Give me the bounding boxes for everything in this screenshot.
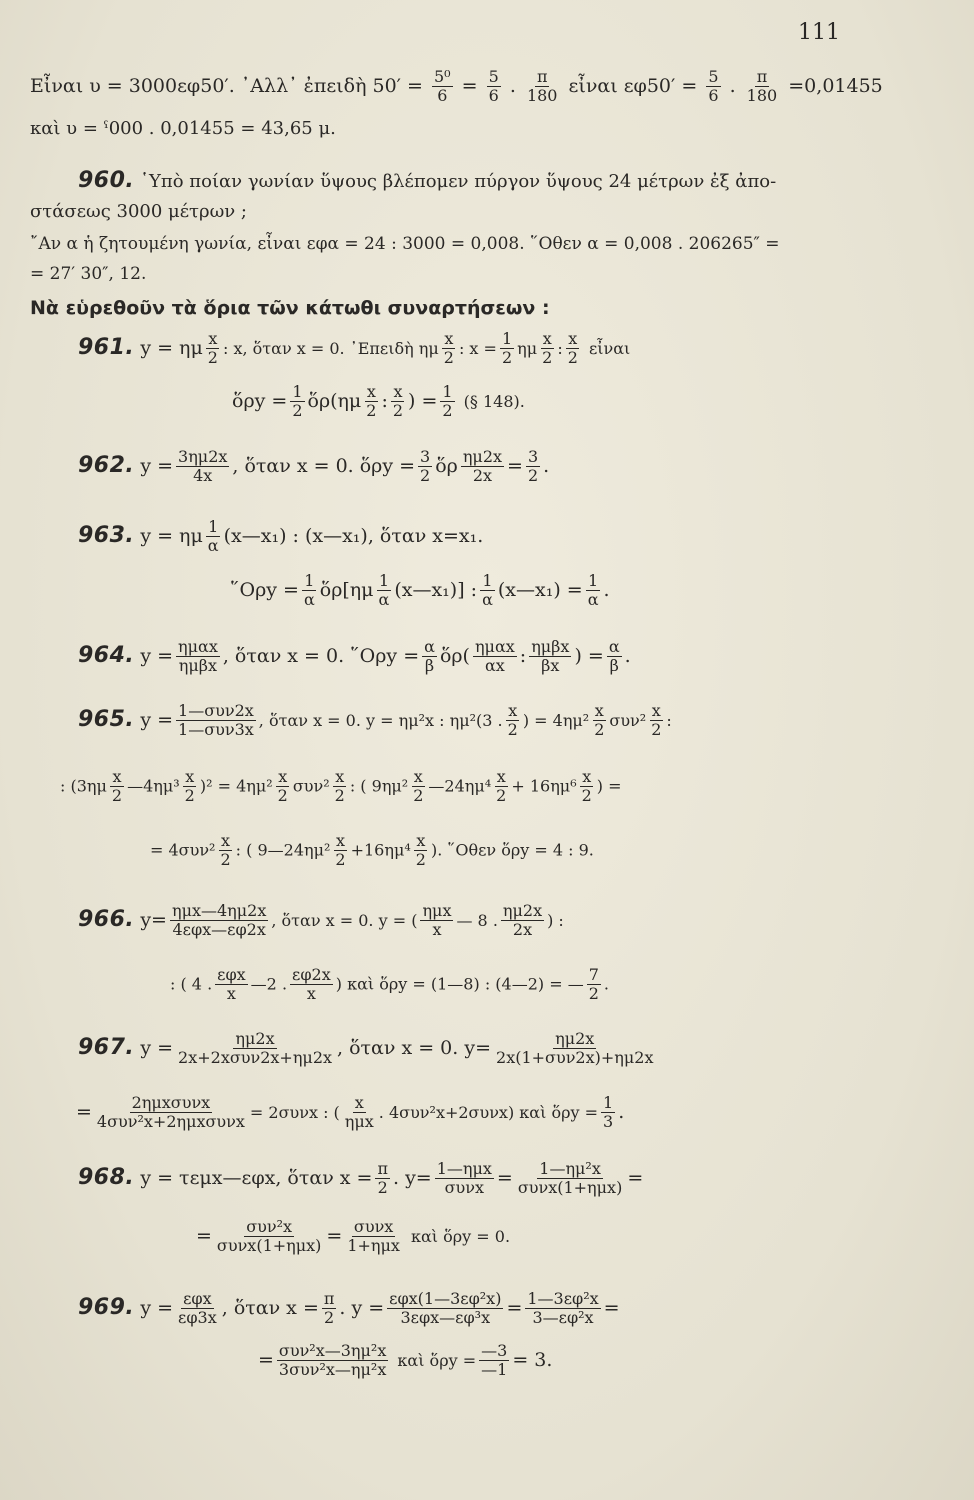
fraction: $\frac{—3}{—1}$ (481, 1341, 508, 1380)
fraction: $\frac{x}{2}$ (335, 831, 346, 870)
problem-963: 963. y = ημ $\frac{1}{\alpha}$ (x—x₁) : (x—x₁), ὅταν x=x₁. (78, 517, 484, 556)
fraction: $\frac{x}{2}$ (277, 767, 288, 806)
problem-967: 967. y = $\frac{\eta\mu 2x}{\text{2x+2xσυν2x+ημ2x}}$ , ὅταν x = 0. y= $\frac{\eta\mu 2x}{\text{2x(1+συν2x)+ημ2x}}$ (78, 1029, 654, 1068)
p968-line-2: = $\frac{\text{συν²x}}{\text{συνx(1+ημx)}}$ = $\frac{\text{συνx}}{\text{1+ημx}}$ καὶ ὅρy = 0. (196, 1217, 511, 1256)
fraction: $\frac{\text{ημαx}}{\alpha x}$ (474, 637, 515, 676)
page-number: 111 (798, 20, 840, 45)
fraction: $\frac{x}{2}$ (366, 382, 377, 421)
problem-968: 968. y = τεμx—εφx, ὅταν x = $\frac{\pi}{2}$ . y= $\frac{\text{1—ημx}}{\text{συνx}}$ = $\frac{\text{1—ημ²x}}{\text{συνx(1+ημx)}}$ = (78, 1159, 644, 1198)
problem-number: 961. (78, 334, 135, 360)
fraction: $\frac{\text{εφx}}{\varepsilon\varphi 3x}$ (178, 1289, 217, 1328)
fraction: $\frac{\varepsilon\varphi 2x}{x}$ (292, 965, 331, 1004)
p963-line-2: ῞Ορy = $\frac{1}{\alpha}$ ὅρ[ημ $\frac{1}{\alpha}$ (x—x₁)] : $\frac{1}{\alpha}$ (x—x₁) = $\frac{1}{\alpha}$ . (230, 571, 610, 610)
problem-961: 961. y = ημ $\frac{x}{2}$ : x, ὅταν x = 0. ᾿Επειδὴ ημ $\frac{x}{2}$ : x = $\frac{1}{2}$ ημ $\frac{x}{2}$ : $\frac{x}{2}$ εἶναι (78, 329, 631, 368)
fraction: $\frac{\alpha}{\beta}$ (424, 637, 435, 676)
problem-number: 960. (78, 168, 135, 193)
problem-number: 964. (78, 642, 135, 668)
fraction: $\frac{3\eta\mu 2x}{4x}$ (178, 447, 228, 486)
fraction: $\frac{x}{2}$ (415, 831, 426, 870)
fraction: $\frac{1}{3}$ (603, 1093, 614, 1132)
fraction: $\frac{\text{5⁰}}{6}$ (434, 67, 451, 106)
fraction: $\frac{x}{2}$ (184, 767, 195, 806)
fraction: $\frac{\pi}{2}$ (377, 1159, 388, 1198)
fraction: $\frac{1}{\alpha}$ (207, 517, 219, 556)
fraction: $\frac{\text{εφx}}{x}$ (217, 965, 246, 1004)
fraction: $\frac{\text{ημx}}{x}$ (422, 901, 452, 940)
fraction: $\frac{\text{2ημxσυνx}}{\text{4συν²x+2ημxσυνx}}$ (96, 1093, 245, 1132)
p965-line-2: : (3ημ $\frac{x}{2}$ —4ημ³ $\frac{x}{2}$ )² = 4ημ² $\frac{x}{2}$ συν² $\frac{x}{2}$ : ( 9ημ² $\frac{x}{2}$ —24ημ⁴ $\frac{x}{2}$ + 16ημ⁶ $\frac{x}{2}$ ) = (60, 767, 622, 806)
fraction: $\frac{5}{6}$ (708, 67, 719, 106)
fraction: $\frac{x}{2}$ (594, 701, 605, 740)
fraction: $\frac{\pi}{2}$ (323, 1289, 335, 1328)
fraction: $\frac{1}{2}$ (442, 382, 453, 421)
fraction: $\frac{x}{2}$ (220, 831, 231, 870)
fraction: $\frac{3}{2}$ (527, 447, 539, 486)
fraction: $\frac{x}{2}$ (111, 767, 123, 806)
fraction: $\frac{x}{2}$ (392, 382, 404, 421)
problem-number: 962. (78, 452, 135, 478)
p960-line-4: = 27′ 30″, 12. (30, 264, 147, 284)
p966-line-2: : ( 4 . $\frac{\text{εφx}}{x}$ —2 . $\frac{\varepsilon\varphi 2x}{x}$ ) καὶ ὅρy = (1—8) : (4—2) = — $\frac{7}{2}$ . (170, 965, 609, 1004)
fraction: $\frac{3}{2}$ (420, 447, 431, 486)
fraction: $\frac{\text{εφx(1—3εφ²x)}}{\text{3εφx—εφ³x}}$ (389, 1289, 502, 1328)
problem-number: 966. (78, 906, 135, 932)
fraction: $\frac{\alpha}{\beta}$ (608, 637, 620, 676)
fraction: $\frac{x}{2}$ (581, 767, 592, 806)
fraction: $\frac{x}{2}$ (496, 767, 507, 806)
fraction: $\frac{\text{συνx}}{\text{1+ημx}}$ (347, 1217, 400, 1256)
fraction: $\frac{\text{1—ημx}}{\text{συνx}}$ (436, 1159, 492, 1198)
problem-965: 965. y = $\frac{\text{1—συν2x}}{\text{1—συν3x}}$ , ὅταν x = 0. y = ημ²x : ημ²(3 . $\frac{x}{2}$ ) = 4ημ² $\frac{x}{2}$ συν² $\frac{x}{2}$ : (78, 701, 672, 740)
fraction: $\frac{\text{συν²x}}{\text{συνx(1+ημx)}}$ (216, 1217, 322, 1256)
problem-966: 966. y= $\frac{\text{ημx—4ημ2x}}{\text{4εφx—εφ2x}}$ , ὅταν x = 0. y = ( $\frac{\text{ημx}}{x}$ — 8 . $\frac{\eta\mu 2x}{2x}$ ) : (78, 901, 564, 940)
problem-number: 969. (78, 1294, 135, 1320)
p960-line-3: ῎Αν α ἡ ζητουμένη γωνία, εἶναι εφα = 24 : 3000 = 0,008. ῞Οθεν α = 0,008 . 206265″ = (30, 234, 780, 254)
p960-line-2: στάσεως 3000 μέτρων ; (30, 201, 247, 222)
fraction: $\frac{\eta\mu 2x}{\text{2x+2xσυν2x+ημ2x}}$ (178, 1029, 333, 1068)
fraction: $\frac{x}{2}$ (207, 329, 218, 368)
fraction: $\frac{x}{2}$ (651, 701, 662, 740)
fraction: $\frac{x}{2}$ (413, 767, 424, 806)
fraction: $\frac{x}{2}$ (443, 329, 454, 368)
fraction: $\frac{\eta\mu 2x}{\text{2x(1+συν2x)+ημ2x}}$ (496, 1029, 654, 1068)
problem-962: 962. y = $\frac{3\eta\mu 2x}{4x}$ , ὅταν x = 0. ὅρy = $\frac{3}{2}$ ὅρ $\frac{\eta\mu 2x}{2x}$ = $\frac{3}{2}$ . (78, 447, 550, 486)
intro-line-1: Εἶναι υ = 3000εφ50′. ᾿Αλλ᾿ ἐπειδὴ 50′ = $\frac{\text{5⁰}}{6}$ = $\frac{5}{6}$ . $\frac{\pi}{180}$ εἶναι εφ50′ = $\frac{5}{6}$ . $\frac{\pi}{180}$ =0,01455 (30, 67, 883, 106)
problem-number: 967. (78, 1034, 135, 1060)
problem-964: 964. y = $\frac{\text{ημαx}}{\text{ημβx}}$ , ὅταν x = 0. ῞Ορy = $\frac{\alpha}{\beta}$ ὅρ( $\frac{\text{ημαx}}{\alpha x}$ : $\frac{\text{ημβx}}{\beta x}$ ) = $\frac{\alpha}{\beta}$ . (78, 637, 631, 676)
text: Εἶναι υ = 3000εφ50′. ᾿Αλλ᾿ ἐπειδὴ 50′ = (30, 74, 423, 97)
fraction: $\frac{1}{\alpha}$ (303, 571, 315, 610)
fraction: $\frac{1}{2}$ (292, 382, 303, 421)
fraction: $\frac{x}{2}$ (542, 329, 553, 368)
text: ῾Υπὸ ποίαν γωνίαν ὕψους βλέπομεν πύργον ὕψους 24 μέτρων ἐξ ἀπο- (140, 171, 777, 192)
fraction: $\frac{\pi}{180}$ (526, 67, 558, 106)
fraction: $\frac{\text{ημx—4ημ2x}}{\text{4εφx—εφ2x}}$ (171, 901, 267, 940)
fraction: $\frac{x}{2}$ (567, 329, 578, 368)
intro-line-2: καὶ υ = ˁ000 . 0,01455 = 43,65 μ. (30, 118, 336, 139)
fraction: $\frac{\eta\mu 2x}{2x}$ (462, 447, 503, 486)
p965-line-3: = 4συν² $\frac{x}{2}$ : ( 9—24ημ² $\frac{x}{2}$ +16ημ⁴ $\frac{x}{2}$ ). ῞Οθεν ὅρy = 4 : 9. (150, 831, 594, 870)
fraction: $\frac{\text{1—ημ²x}}{\text{συνx(1+ημx)}}$ (517, 1159, 623, 1198)
fraction: $\frac{\pi}{180}$ (746, 67, 778, 106)
fraction: $\frac{\text{συν²x—3ημ²x}}{\text{3συν²x—ημ²x}}$ (278, 1341, 387, 1380)
fraction: $\frac{7}{2}$ (588, 965, 599, 1004)
fraction: $\frac{\text{1—3εφ²x}}{\text{3—εφ²x}}$ (527, 1289, 599, 1328)
fraction: $\frac{1}{\alpha}$ (378, 571, 390, 610)
problem-969: 969. y = $\frac{\text{εφx}}{\varepsilon\varphi 3x}$ , ὅταν x = $\frac{\pi}{2}$ . y = $\frac{\text{εφx(1—3εφ²x)}}{\text{3εφx—εφ³x}}$ = $\frac{\text{1—3εφ²x}}{\text{3—εφ²x}}$ = (78, 1289, 620, 1328)
fraction: $\frac{\eta\mu 2x}{2x}$ (502, 901, 543, 940)
fraction: $\frac{5}{6}$ (488, 67, 499, 106)
p967-line-2: = $\frac{\text{2ημxσυνx}}{\text{4συν²x+2ημxσυνx}}$ = 2συνx : ( $\frac{x}{\text{ημx}}$ . 4συν²x+2συνx) καὶ ὅρy = $\frac{1}{3}$ . (76, 1093, 625, 1132)
p969-line-2: = $\frac{\text{συν²x—3ημ²x}}{\text{3συν²x—ημ²x}}$ καὶ ὅρy = $\frac{—3}{—1}$ = 3. (258, 1341, 553, 1380)
fraction: $\frac{x}{2}$ (507, 701, 518, 740)
fraction: $\frac{1}{\alpha}$ (587, 571, 599, 610)
fraction: $\frac{x}{2}$ (334, 767, 345, 806)
fraction: $\frac{1}{\alpha}$ (482, 571, 493, 610)
section-heading: Νὰ εὑρεθοῦν τὰ ὅρια τῶν κάτωθι συναρτήσεων : (30, 297, 550, 319)
problem-number: 968. (78, 1164, 135, 1190)
fraction: $\frac{\text{ημβx}}{\beta x}$ (531, 637, 570, 676)
fraction: $\frac{x}{\text{ημx}}$ (344, 1093, 374, 1132)
fraction: $\frac{\text{ημαx}}{\text{ημβx}}$ (178, 637, 218, 676)
p961-line-2: ὅρy = $\frac{1}{2}$ ὅρ(ημ $\frac{x}{2}$ : $\frac{x}{2}$ ) = $\frac{1}{2}$ (§ 148). (232, 382, 525, 421)
fraction: $\frac{\text{1—συν2x}}{\text{1—συν3x}}$ (178, 701, 254, 740)
problem-number: 965. (78, 706, 135, 732)
problem-960 (78, 168, 776, 193)
fraction: $\frac{1}{2}$ (501, 329, 513, 368)
problem-number: 963. (78, 522, 135, 548)
